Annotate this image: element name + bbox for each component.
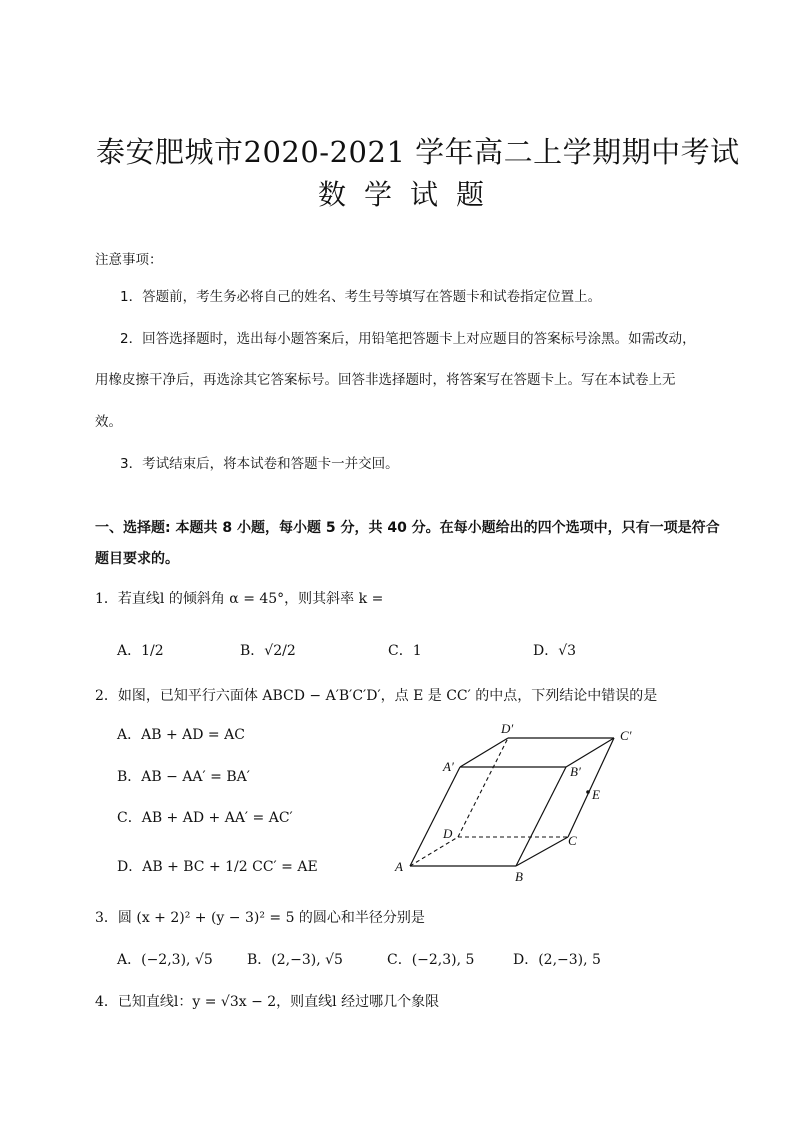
label-c1: C′ — [620, 728, 632, 743]
page-title: 泰安肥城市2020-2021 学年高二上学期期中考试 — [96, 135, 740, 169]
question-2-stem: 2．如图，已知平行六面体 ABCD − A′B′C′D′，点 E 是 CC′ 的中点，下列结论中错误的是 — [95, 688, 658, 704]
note-item-3: 3．考试结束后，将本试卷和答题卡一并交回。 — [120, 456, 399, 472]
label-b: B — [515, 869, 523, 884]
label-e: E — [592, 787, 600, 802]
edge-bb1 — [516, 767, 566, 866]
parallelepiped-figure — [380, 712, 650, 884]
note-item-2-line-3: 效。 — [95, 414, 122, 430]
section-heading-line-2: 题目要求的。 — [95, 551, 179, 567]
question-1-option-b: B．√2/2 — [240, 643, 296, 659]
note-item-2-line-2: 用橡皮擦干净后，再选涂其它答案标号。回答非选择题时，将答案写在答题卡上。写在本试卷上无 — [95, 372, 676, 388]
question-1-stem: 1．若直线l 的倾斜角 α = 45°，则其斜率 k = — [95, 591, 384, 607]
question-3-option-b: B．(2,−3), √5 — [247, 952, 343, 968]
label-a1: A′ — [443, 759, 454, 774]
point-e — [586, 790, 590, 794]
note-item-1: 1．答题前，考生务必将自己的姓名、考生号等填写在答题卡和试卷指定位置上。 — [120, 289, 602, 305]
label-a: A — [395, 859, 403, 874]
note-item-2-line-1: 2．回答选择题时，选出每小题答案后，用铅笔把答题卡上对应题目的答案标号涂黑。如需改动， — [120, 331, 696, 347]
question-1-option-c: C．1 — [388, 643, 422, 659]
label-b1: B′ — [570, 764, 581, 779]
question-2-option-b: B．AB − AA′ = BA′ — [117, 769, 250, 785]
question-1-option-d: D．√3 — [533, 643, 577, 659]
question-3-option-a: A．(−2,3), √5 — [117, 952, 213, 968]
section-heading-line-1: 一、选择题: 本题共 8 小题，每小题 5 分，共 40 分。在每小题给出的四个选项中，只有一项是符合 — [95, 520, 720, 536]
page-subtitle: 数学试题 — [318, 178, 503, 211]
question-3-option-c: C．(−2,3), 5 — [387, 952, 475, 968]
question-2-option-d: D．AB + BC + 1/2 CC′ = AE — [117, 859, 318, 875]
question-1-option-a: A．1/2 — [117, 643, 164, 659]
notes-heading: 注意事项： — [95, 252, 163, 268]
question-4-stem: 4．已知直线l：y = √3x − 2，则直线l 经过哪几个象限 — [95, 994, 440, 1010]
label-d1: D′ — [501, 721, 514, 736]
question-3-option-d: D．(2,−3), 5 — [513, 952, 601, 968]
label-d: D — [443, 826, 453, 841]
question-2-option-c: C．AB + AD + AA′ = AC′ — [117, 810, 293, 826]
question-2-option-a: A．AB + AD = AC — [117, 727, 245, 743]
question-3-stem: 3．圆 (x + 2)² + (y − 3)² = 5 的圆心和半径分别是 — [95, 910, 425, 926]
edge-cc1 — [568, 738, 614, 837]
label-c: C — [568, 833, 577, 848]
